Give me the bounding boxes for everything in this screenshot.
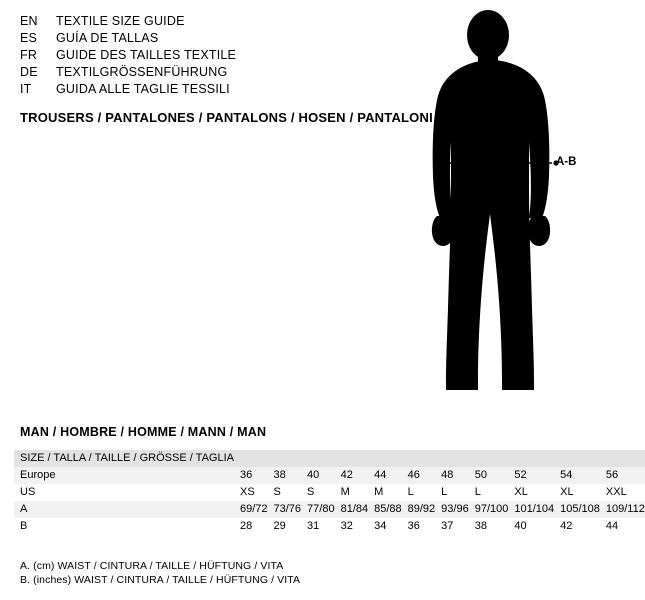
silhouette-shape [432, 10, 550, 390]
cell [301, 450, 335, 467]
language-row-de [20, 65, 380, 82]
cell: M [368, 484, 402, 501]
language-code-de: DE [20, 65, 38, 79]
cell: 109/112 [600, 501, 645, 518]
cell: L [469, 484, 509, 501]
cell [268, 450, 302, 467]
footnote-a: A. (cm) WAIST / CINTURA / TAILLE / HÜFTUNG / VITA [20, 560, 284, 572]
cell: 34 [368, 518, 402, 535]
table-row-header [14, 450, 645, 467]
table-title: MAN / HOMBRE / HOMME / MANN / MAN [20, 425, 267, 439]
cell: 50 [469, 467, 509, 484]
cell: 81/84 [335, 501, 369, 518]
cell: 101/104 [508, 501, 554, 518]
language-row-it [20, 82, 380, 99]
cell: 38 [268, 467, 302, 484]
language-text-it: GUIDA ALLE TAGLIE TESSILI [56, 82, 230, 96]
cell: 69/72 [234, 501, 268, 518]
language-text-es: GUÍA DE TALLAS [56, 31, 159, 45]
cell: XL [554, 484, 600, 501]
cell: 48 [435, 467, 469, 484]
cell: 89/92 [402, 501, 436, 518]
cell: L [402, 484, 436, 501]
cell: 42 [335, 467, 369, 484]
cell [469, 450, 509, 467]
cell: 32 [335, 518, 369, 535]
row-label-size: SIZE / TALLA / TAILLE / GRÖSSE / TAGLIA [14, 450, 234, 467]
size-table [14, 450, 645, 535]
language-row-en [20, 14, 380, 31]
footnote-b: B. (inches) WAIST / CINTURA / TAILLE / HÜFTUNG / VITA [20, 574, 301, 586]
cell: 97/100 [469, 501, 509, 518]
table-row-europe [14, 467, 645, 484]
cell: 56 [600, 467, 645, 484]
cell: 40 [508, 518, 554, 535]
cell: XL [508, 484, 554, 501]
cell [402, 450, 436, 467]
cell: 52 [508, 467, 554, 484]
language-row-fr [20, 48, 380, 65]
cell: 46 [402, 467, 436, 484]
language-text-fr: GUIDE DES TAILLES TEXTILE [56, 48, 237, 62]
table-row-b [14, 518, 645, 535]
waist-measure-label: A-B [556, 156, 577, 168]
language-text-de: TEXTILGRÖSSENFÜHRUNG [56, 65, 228, 79]
language-code-es: ES [20, 31, 38, 45]
cell: 54 [554, 467, 600, 484]
table-row-us [14, 484, 645, 501]
table-row-a [14, 501, 645, 518]
cell: 93/96 [435, 501, 469, 518]
language-code-en: EN [20, 14, 38, 28]
cell: 31 [301, 518, 335, 535]
cell: XS [234, 484, 268, 501]
row-label-us: US [14, 484, 234, 501]
footnotes [20, 559, 300, 587]
cell: S [301, 484, 335, 501]
language-code-fr: FR [20, 48, 38, 62]
cell [508, 450, 554, 467]
cell [600, 450, 645, 467]
cell: L [435, 484, 469, 501]
cell: 105/108 [554, 501, 600, 518]
cell [554, 450, 600, 467]
cell [435, 450, 469, 467]
cell: S [268, 484, 302, 501]
cell: 42 [554, 518, 600, 535]
cell: 38 [469, 518, 509, 535]
cell: 73/76 [268, 501, 302, 518]
cell: M [335, 484, 369, 501]
cell: 44 [368, 467, 402, 484]
cell: 37 [435, 518, 469, 535]
cell [335, 450, 369, 467]
language-text-en: TEXTILE SIZE GUIDE [56, 14, 185, 28]
row-label-a: A [14, 501, 234, 518]
cell: 44 [600, 518, 645, 535]
language-code-it: IT [20, 82, 32, 96]
row-label-europe: Europe [14, 467, 234, 484]
cell: 36 [402, 518, 436, 535]
cell [234, 450, 268, 467]
cell: 36 [234, 467, 268, 484]
language-row-es [20, 31, 380, 48]
language-header-block [20, 14, 380, 99]
garment-title: TROUSERS / PANTALONES / PANTALONS / HOSEN / PANTALONI [20, 110, 433, 125]
cell: 85/88 [368, 501, 402, 518]
cell: 28 [234, 518, 268, 535]
male-silhouette-figure [400, 8, 600, 408]
cell: XXL [600, 484, 645, 501]
cell: 40 [301, 467, 335, 484]
row-label-b: B [14, 518, 234, 535]
cell: 29 [268, 518, 302, 535]
cell: 77/80 [301, 501, 335, 518]
cell [368, 450, 402, 467]
